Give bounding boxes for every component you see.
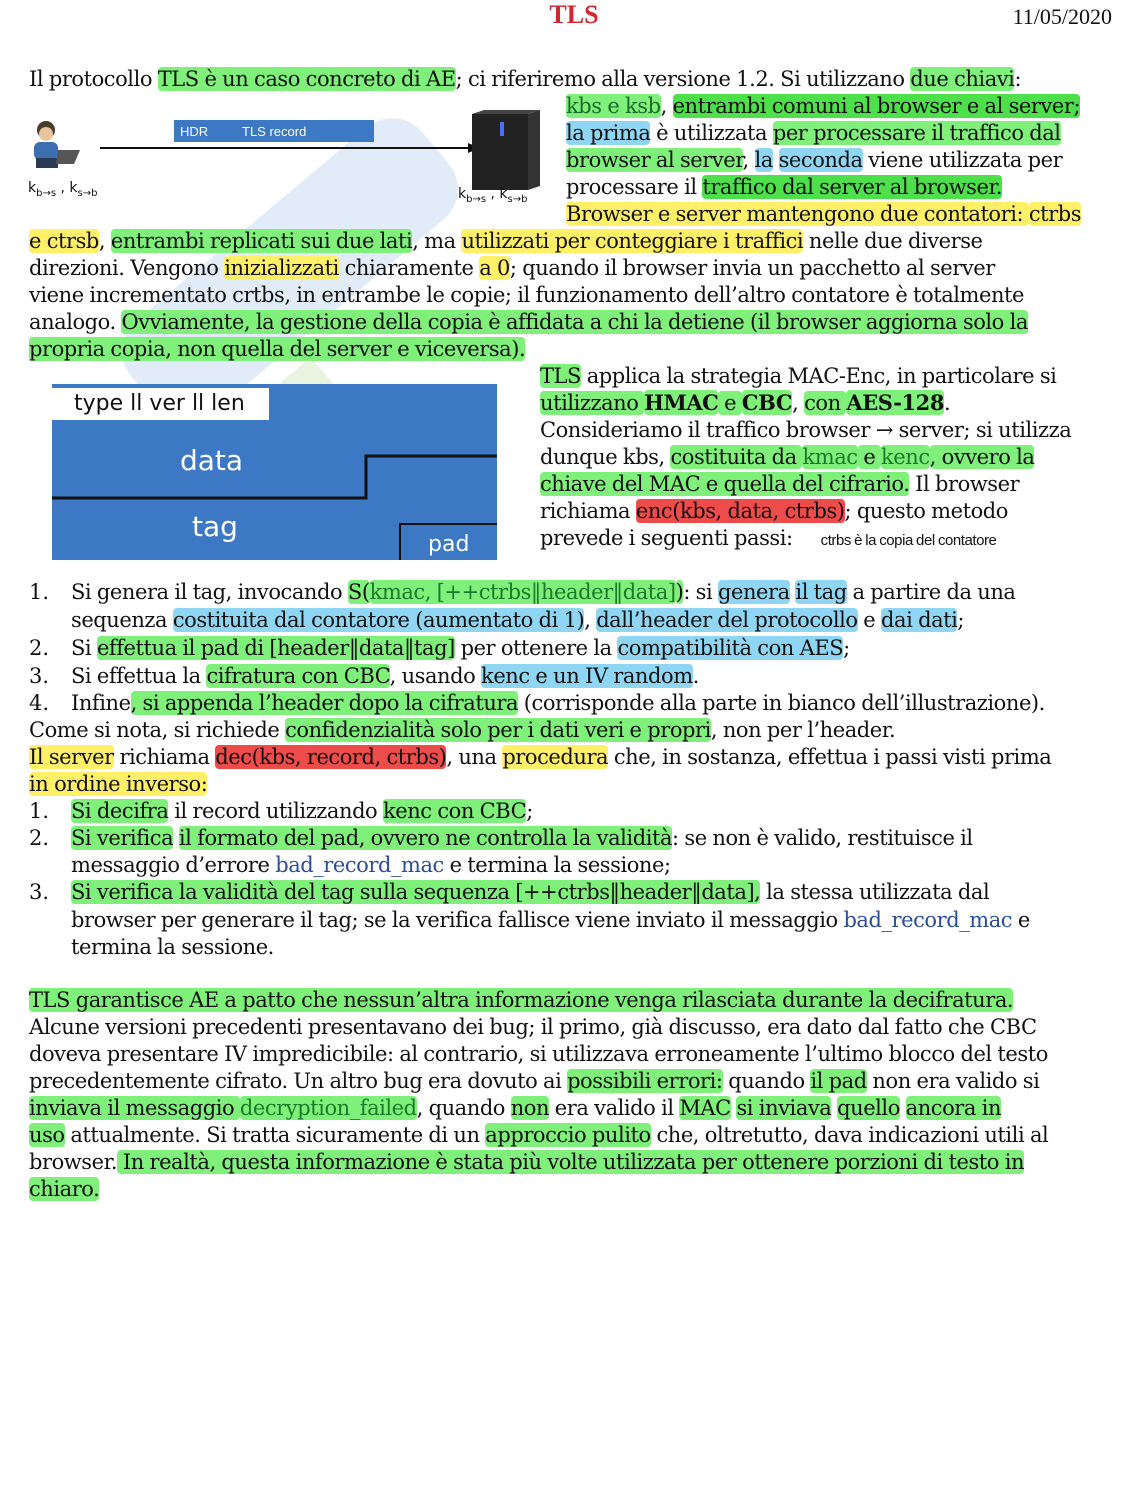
- client-keys: $k_{b\to s}$ , $k_{s\to b}$: [28, 180, 98, 199]
- step-number: 4.: [29, 691, 50, 715]
- step-4-line: Infine, si appenda l’header dopo la cifratura (corrisponde alla parte in bianco dell’illustrazione).: [71, 691, 1045, 715]
- final-line-5: inviava il messaggio decryption_failed, quando non era valido il MAC si inviava quello ancora in: [29, 1096, 1002, 1120]
- paragraph-line-6: e ctrsb, entrambi replicati sui due lati, ma utilizzati per conteggiare i traffici nelle due diverse: [29, 229, 983, 253]
- record-header-fields: type ll ver ll len: [52, 388, 269, 420]
- right-line-5: Browser e server mantengono due contatori: ctrbs: [566, 202, 1082, 226]
- tls-record-label: TLS record: [242, 124, 307, 139]
- client-user-icon: [34, 121, 80, 168]
- right2-line-4: dunque kbs, costituita da kmac e kenc, ovvero la: [540, 445, 1035, 469]
- step-1-line-2: sequenza costituita dal contatore (aumentato di 1), dall’header del protocollo e dai dati;: [71, 608, 965, 632]
- dec-step-3-line-2: browser per generare il tag; se la verifica fallisce viene inviato il messaggio bad_record_mac e: [71, 908, 1030, 932]
- record-tag-label: tag: [192, 510, 238, 543]
- right2-line-2: utilizzano HMAC e CBC, con AES-128.: [540, 390, 951, 415]
- page-title: TLS: [549, 0, 599, 29]
- final-line-3: doveva presentare IV impredicibile: al contrario, si utilizzava erroneamente l’ultimo blocco del testo: [29, 1042, 1048, 1066]
- tls-record-diagram: [28, 110, 548, 210]
- right2-line-3: Consideriamo il traffico browser → server; si utilizza: [540, 418, 1072, 442]
- dec-step-3-line-3: termina la sessione.: [71, 935, 274, 959]
- right2-line-6: richiama enc(kbs, data, ctrbs); questo metodo: [540, 499, 1008, 523]
- step-number: 2.: [29, 826, 50, 850]
- right2-line-1: TLS applica la strategia MAC-Enc, in particolare si: [540, 364, 1057, 388]
- paragraph-line-10: propria copia, non quella del server e viceversa).: [29, 337, 526, 361]
- paragraph-intro-line: Il protocollo TLS è un caso concreto di AE; ci riferiremo alla versione 1.2. Si utilizzano due chiavi:: [29, 67, 1022, 91]
- dec-step-2-line-2: messaggio d’errore bad_record_mac e termina la sessione;: [71, 853, 671, 877]
- right-line-2: la prima è utilizzata per processare il traffico dal: [566, 121, 1061, 145]
- after-line-1: Come si nota, si richiede confidenzialità solo per i dati veri e propri, non per l’header.: [29, 718, 896, 742]
- dec-step-3-line-1: Si verifica la validità del tag sulla sequenza [++ctrbs‖header‖data], la stessa utilizzata dal: [71, 880, 990, 904]
- step-2-line: Si effettua il pad di [header‖data‖tag] per ottenere la compatibilità con AES;: [71, 636, 850, 660]
- paragraph-line-7: direzioni. Vengono inizializzati chiaramente a 0; quando il browser invia un pacchetto al server: [29, 256, 995, 280]
- right-line-4: processare il traffico dal server al browser.: [566, 175, 1002, 199]
- step-number: 3.: [29, 664, 50, 688]
- server-icon: [472, 110, 540, 190]
- page-date: 11/05/2020: [1012, 4, 1112, 29]
- final-line-2: Alcune versioni precedenti presentavano dei bug; il primo, già discusso, era dato dal fatto che CBC: [29, 1015, 1037, 1039]
- dec-step-1: Si decifra il record utilizzando kenc con CBC;: [71, 799, 533, 823]
- record-data-label: data: [180, 444, 244, 477]
- step-1-line-1: Si genera il tag, invocando S(kmac, [++ctrbs‖header‖data]): si genera il tag a partire da una: [71, 580, 1016, 604]
- paragraph-line-9: analogo. Ovviamente, la gestione della copia è affidata a chi la detiene (il browser aggiorna solo la: [29, 310, 1028, 334]
- final-line-4: precedentemente cifrato. Un altro bug era dovuto ai possibili errori: quando il pad non era valido si: [29, 1069, 1040, 1093]
- after-line-2: Il server richiama dec(kbs, record, ctrbs), una procedura che, in sostanza, effettua i passi visti prima: [29, 745, 1052, 769]
- step-number: 1.: [29, 799, 50, 823]
- right2-line-7: prevede i seguenti passi: ctrbs è la copia del contatore: [540, 526, 997, 550]
- final-line-7: browser. In realtà, questa informazione è stata più volte utilizzata per ottenere porzioni di testo in: [29, 1150, 1025, 1174]
- step-3-line: Si effettua la cifratura con CBC, usando kenc e un IV random.: [71, 664, 699, 688]
- right2-line-5: chiave del MAC e quella del cifrario. Il browser: [540, 472, 1020, 496]
- record-structure-figure: [52, 384, 497, 560]
- after-line-3: in ordine inverso:: [29, 772, 208, 796]
- final-line-6: uso attualmente. Si tratta sicuramente di un approccio pulito che, oltretutto, dava indicazioni utili al: [29, 1123, 1049, 1147]
- right-line-3: browser al server, la seconda viene utilizzata per: [566, 148, 1063, 172]
- dec-step-2-line-1: Si verifica il formato del pad, ovvero ne controlla la validità: se non è valido, restituisce il: [71, 826, 973, 850]
- final-line-1: TLS garantisce AE a patto che nessun’altra informazione venga rilasciata durante la decifratura.: [29, 988, 1014, 1012]
- step-number: 1.: [29, 580, 50, 604]
- final-line-8: chiaro.: [29, 1177, 100, 1201]
- step-number: 3.: [29, 880, 50, 904]
- server-keys: $k_{b\to s}$ , $k_{s\to b}$: [458, 186, 528, 205]
- step-number: 2.: [29, 636, 50, 660]
- paragraph-line-8: viene incrementato crtbs, in entrambe le copie; il funzionamento dell’altro contatore è totalmente: [29, 283, 1025, 307]
- hdr-label: HDR: [180, 124, 209, 139]
- right-line-1: kbs e ksb, entrambi comuni al browser e al server;: [566, 94, 1081, 118]
- record-pad-label: pad: [428, 532, 470, 557]
